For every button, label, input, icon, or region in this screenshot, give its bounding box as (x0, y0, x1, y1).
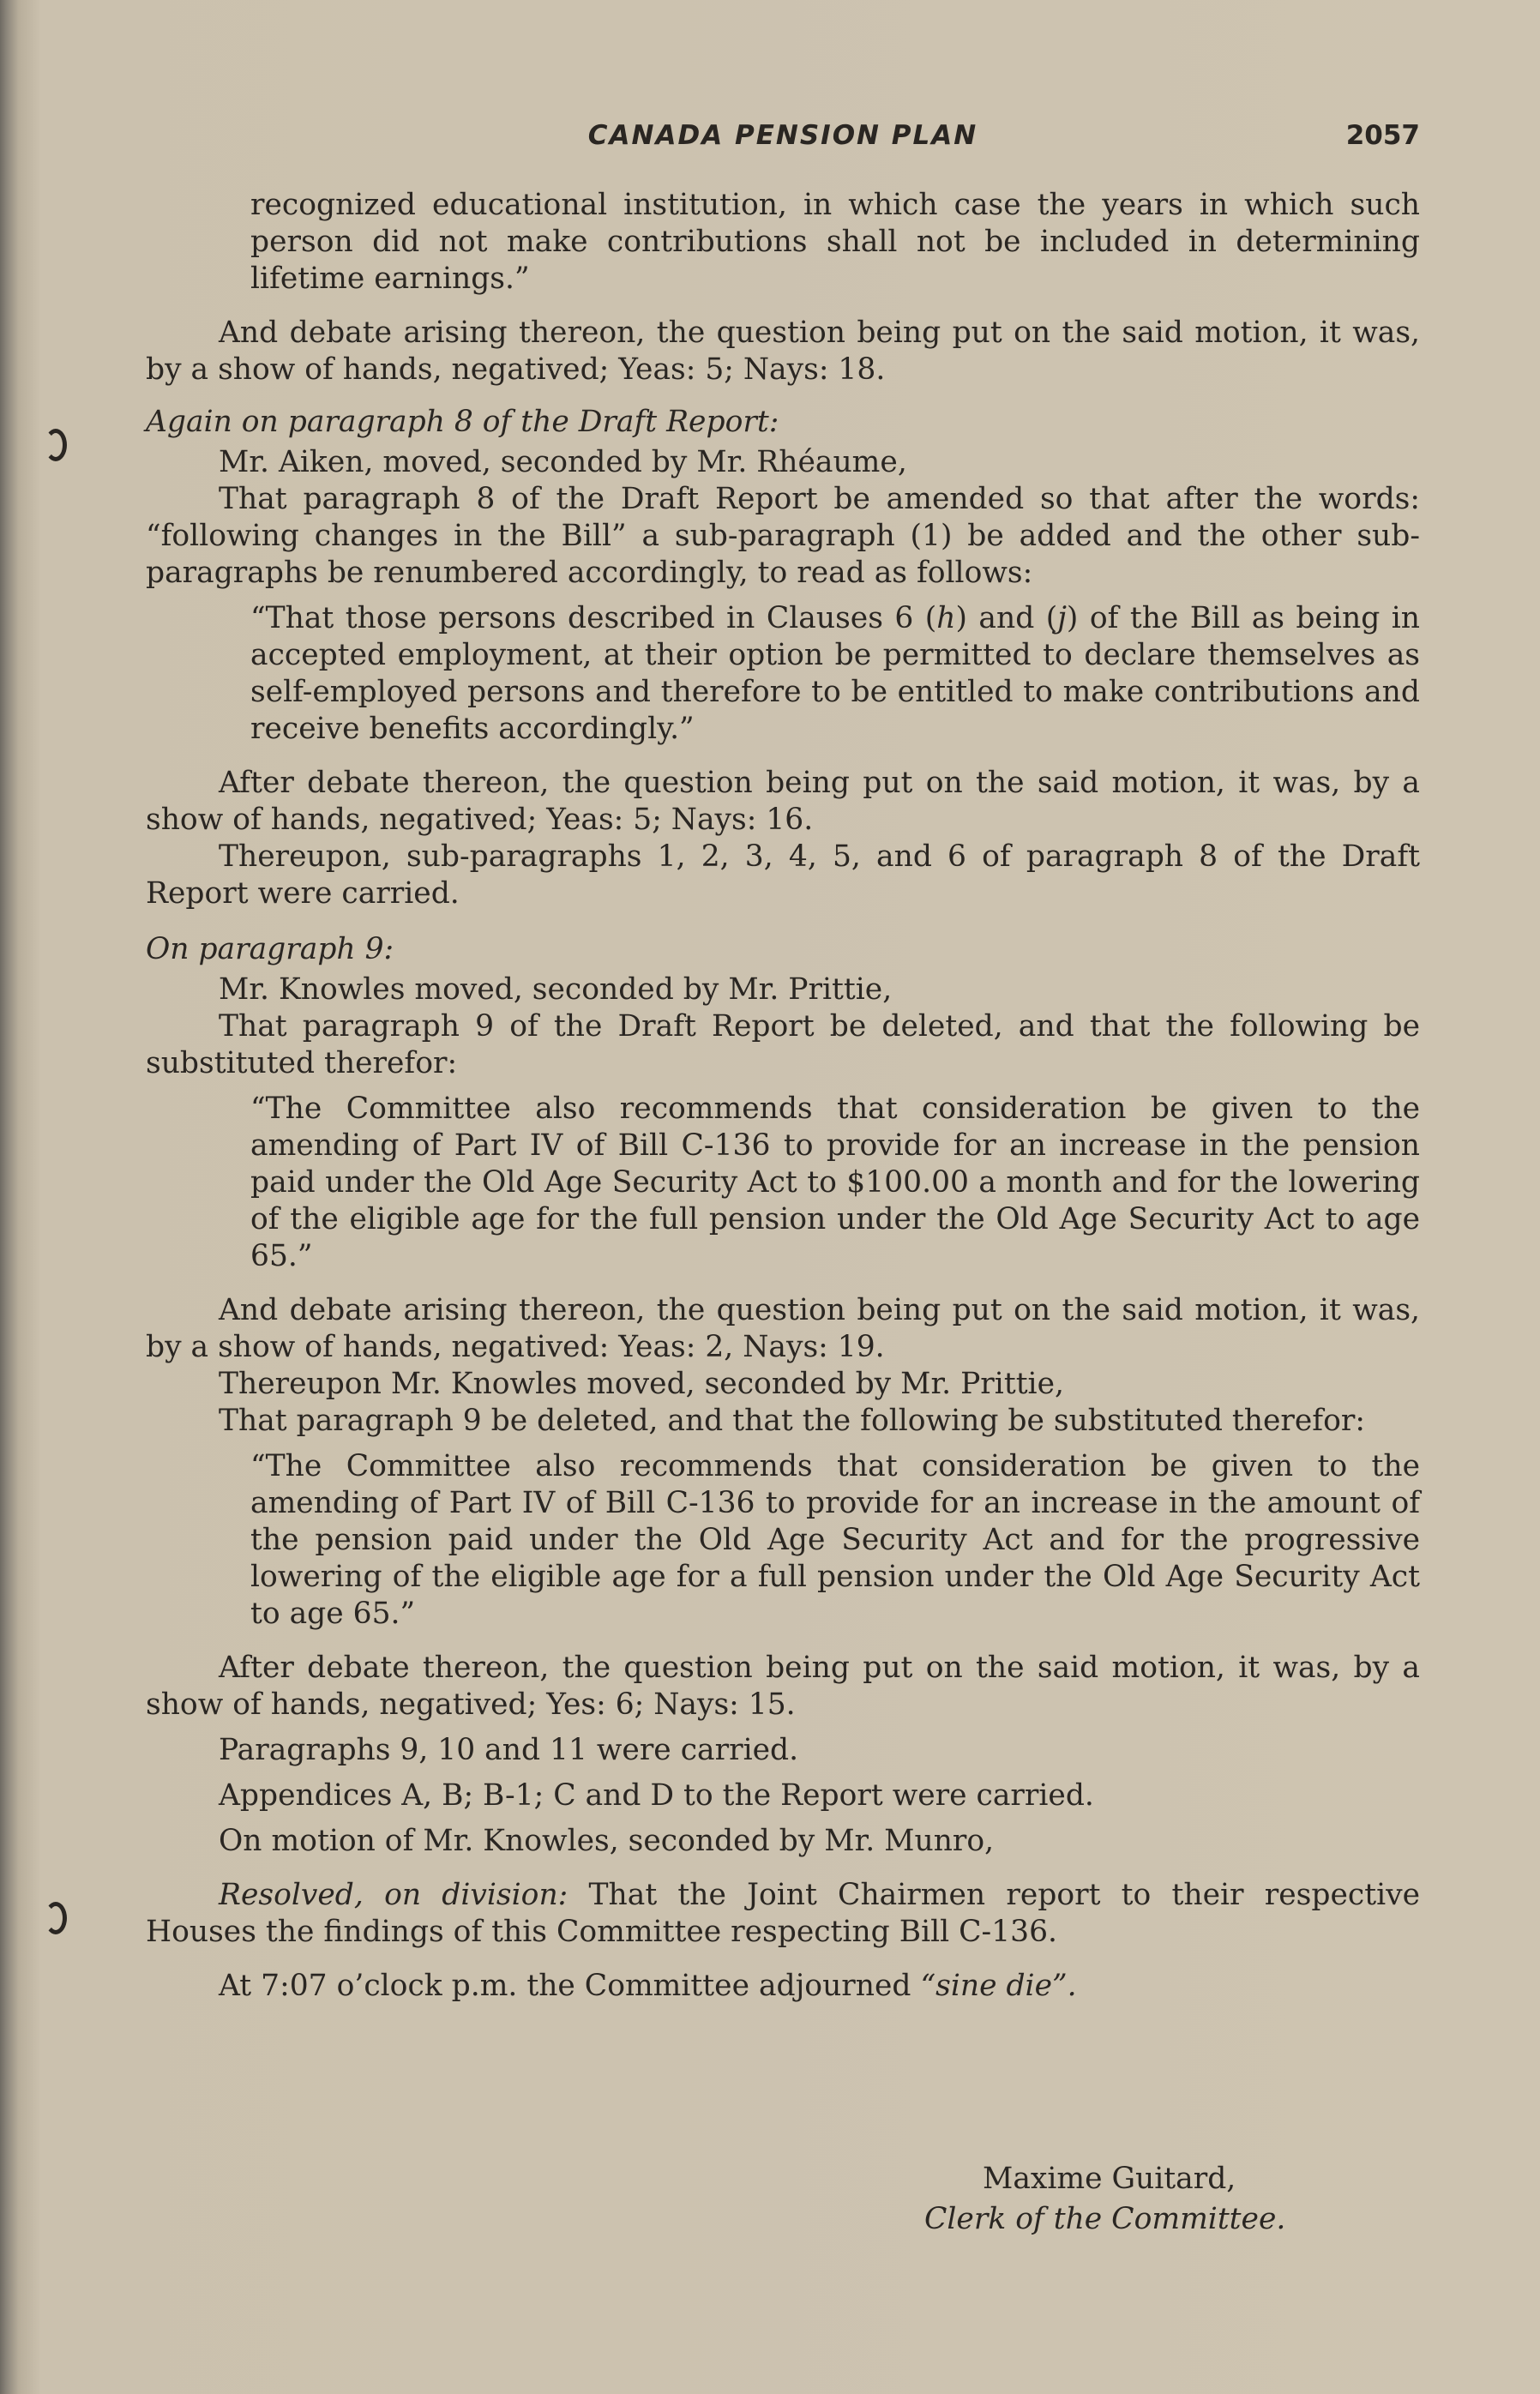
paragraph: At 7:07 o’clock p.m. the Committee adjourned “sine die”. (219, 1969, 1077, 2003)
running-title: CANADA PENSION PLAN (587, 120, 978, 151)
signature-name: Maxime Guitard, (983, 2162, 1236, 2196)
paragraph: That paragraph 9 of the Draft Report be deleted, and that the following be substituted therefor: (146, 1009, 1420, 1080)
signature-title: Clerk of the Committee. (924, 2202, 1286, 2236)
page-number: 2057 (1345, 120, 1420, 151)
section-heading: On paragraph 9: (146, 932, 394, 966)
section-heading: Again on paragraph 8 of the Draft Report: (146, 405, 779, 439)
paragraph: That paragraph 9 be deleted, and that the following be substituted therefor: (219, 1404, 1365, 1438)
paragraph: Mr. Knowles moved, seconded by Mr. Prittie, (219, 972, 893, 1007)
quoted-text: “That those persons described in Clauses 6 (h) and (j) of the Bill as being in accepted employment, at their option be permitted to declare themselves as self-employed persons and therefore to be entitled to make contributions and receive benefits accordingly.” (250, 601, 1420, 746)
paragraph: And debate arising thereon, the question being put on the said motion, it was, by a show of hands, negatived; Yeas: 5; Nays: 18. (146, 316, 1420, 387)
paragraph: Mr. Aiken, moved, seconded by Mr. Rhéaume, (219, 445, 907, 479)
binding-mark (45, 1902, 67, 1934)
quoted-text: “The Committee also recommends that consideration be given to the amending of Part IV of Bill C-136 to provide for an increase in the amount of the pension paid under the Old Age Security Act and for the progressive lowering of the eligible age for a full pension under the Old Age Security Act to age 65.” (250, 1449, 1420, 1631)
paragraph: Appendices A, B; B-1; C and D to the Report were carried. (219, 1778, 1094, 1813)
paragraph: Paragraphs 9, 10 and 11 were carried. (219, 1733, 799, 1767)
document-body (146, 187, 1420, 2005)
paragraph: Resolved, on division: That the Joint Chairmen report to their respective Houses the findings of this Committee respecting Bill C-136. (146, 1878, 1421, 1949)
paragraph: After debate thereon, the question being put on the said motion, it was, by a show of hands, negatived; Yes: 6; Nays: 15. (146, 1651, 1420, 1722)
signature-block (924, 2161, 1285, 2238)
quoted-text: recognized educational institution, in which case the years in which such person did not make contributions shall not be included in determining lifetime earnings.” (250, 188, 1420, 296)
binding-mark (45, 429, 67, 461)
paragraph: On motion of Mr. Knowles, seconded by Mr. Munro, (219, 1824, 995, 1858)
paragraph: Thereupon, sub-paragraphs 1, 2, 3, 4, 5, and 6 of paragraph 8 of the Draft Report were carried. (146, 839, 1420, 911)
page-header (146, 120, 1420, 158)
quoted-text: “The Committee also recommends that consideration be given to the amending of Part IV of Bill C-136 to provide for an increase in the pension paid under the Old Age Security Act to $100.00 a month and for the lowering of the eligible age for the full pension under the Old Age Security Act to age 65.” (250, 1092, 1420, 1273)
paragraph: After debate thereon, the question being put on the said motion, it was, by a show of hands, negatived; Yeas: 5; Nays: 16. (146, 766, 1420, 837)
paragraph: Thereupon Mr. Knowles moved, seconded by Mr. Prittie, (219, 1367, 1064, 1401)
paragraph: That paragraph 8 of the Draft Report be amended so that after the words: “following changes in the Bill” a sub-paragraph (1) be added and the other sub-paragraphs be renumbered accordingly, to read as follows: (146, 482, 1420, 590)
paragraph: And debate arising thereon, the question being put on the said motion, it was, by a show of hands, negatived: Yeas: 2, Nays: 19. (146, 1293, 1420, 1364)
